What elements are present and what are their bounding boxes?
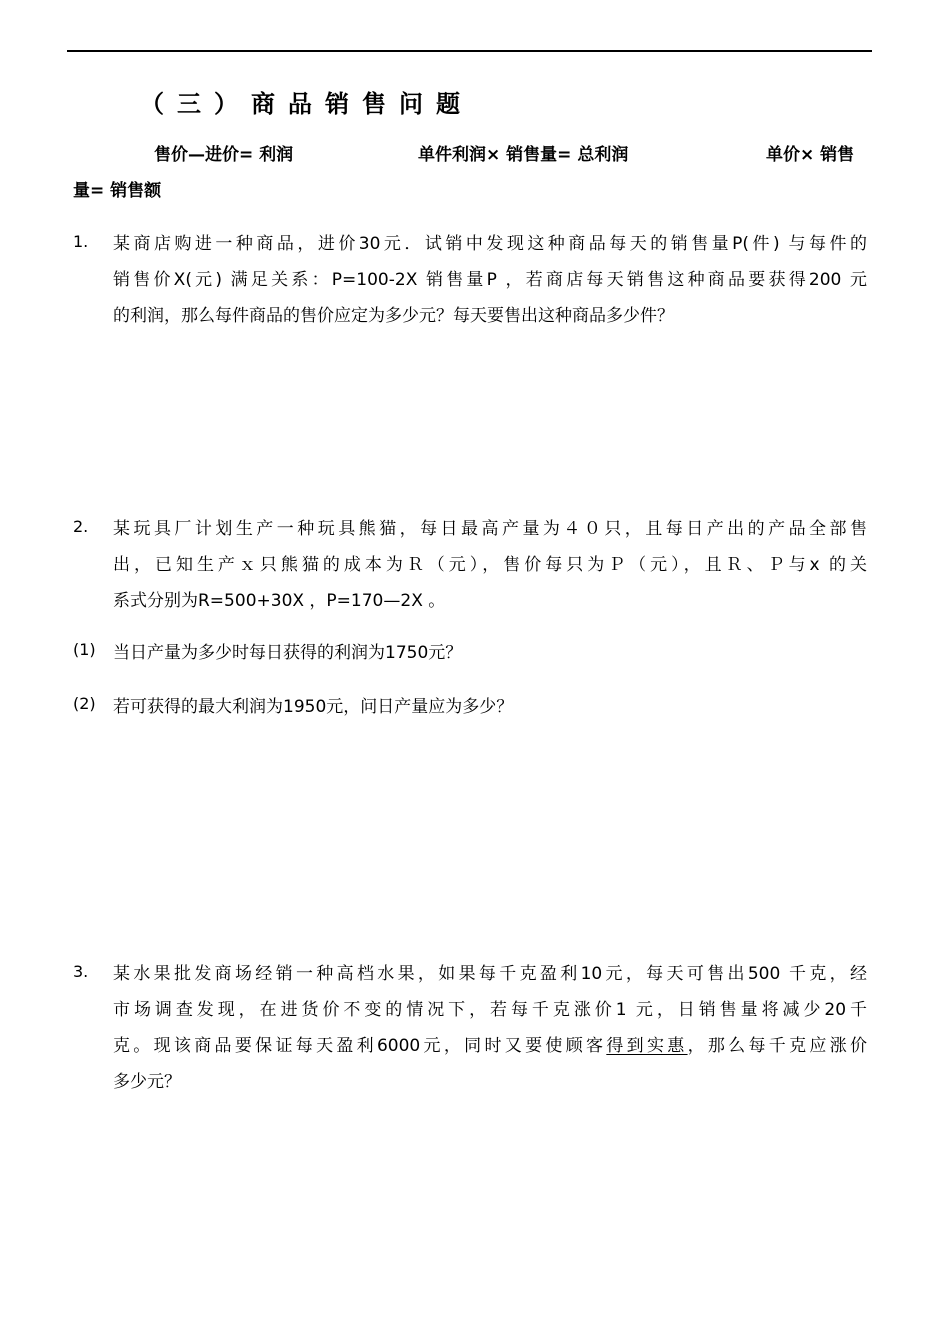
problem-3-line-3-after: ，那么每千克应涨价 [687,1036,868,1056]
problem-2-sub-2-marker: (2) [73,694,96,713]
problem-3-number: 3. [73,962,89,981]
section-title: （三）商品销售问题 [140,90,473,118]
problem-2-sub-1-text: 当日产量为多少时每日获得的利润为1750元？ [113,643,463,663]
problem-2-sub-2-text: 若可获得的最大利润为1950元，问日产量应为多少？ [113,697,514,717]
formula-profit: 售价—进价= 利润 [154,145,294,165]
problem-1-line-1: 某商店购进一种商品，进价30元．试销中发现这种商品每天的销售量P(件) 与每件的 [113,234,867,254]
header-rule [67,50,872,52]
formula-sales-amount-start: 单价× 销售 [766,145,855,165]
problem-2-line-3: 系式分别为R=500+30X ，P=170—2X 。 [113,591,446,611]
formula-sales-amount-end: 量= 销售额 [73,181,162,201]
problem-1-number: 1. [73,232,89,251]
problem-3-line-3 [113,1031,867,1056]
problem-2-number: 2. [73,517,89,536]
underlined-phrase: 得到实惠 [606,1036,688,1056]
problem-1-line-3: 的利润，那么每件商品的售价应定为多少元？每天要售出这种商品多少件？ [113,306,674,326]
problem-3-line-4: 多少元？ [113,1072,181,1092]
problem-2-sub-1-marker: (1) [73,640,96,659]
problem-1-line-2: 销售价X(元) 满足关系：P=100-2X 销售量P ，若商店每天销售这种商品要获得200 元 [113,270,867,290]
problem-2-line-1: 某玩具厂计划生产一种玩具熊猫，每日最高产量为４０只，且每日产出的产品全部售 [113,519,867,539]
problem-3-line-1: 某水果批发商场经销一种高档水果，如果每千克盈利10元，每天可售出500 千克，经 [113,964,867,984]
formula-total-profit: 单件利润× 销售量= 总利润 [418,145,629,165]
problem-2-line-2: 出，已知生产ｘ只熊猫的成本为Ｒ（元），售价每只为Ｐ（元），且Ｒ、Ｐ与x 的关 [113,555,867,575]
problem-3-line-3-before: 克。现该商品要保证每天盈利6000元，同时又要使顾客 [113,1036,607,1056]
problem-3-line-2: 市场调查发现，在进货价不变的情况下，若每千克涨价1 元，日销售量将减少20千 [113,1000,867,1020]
